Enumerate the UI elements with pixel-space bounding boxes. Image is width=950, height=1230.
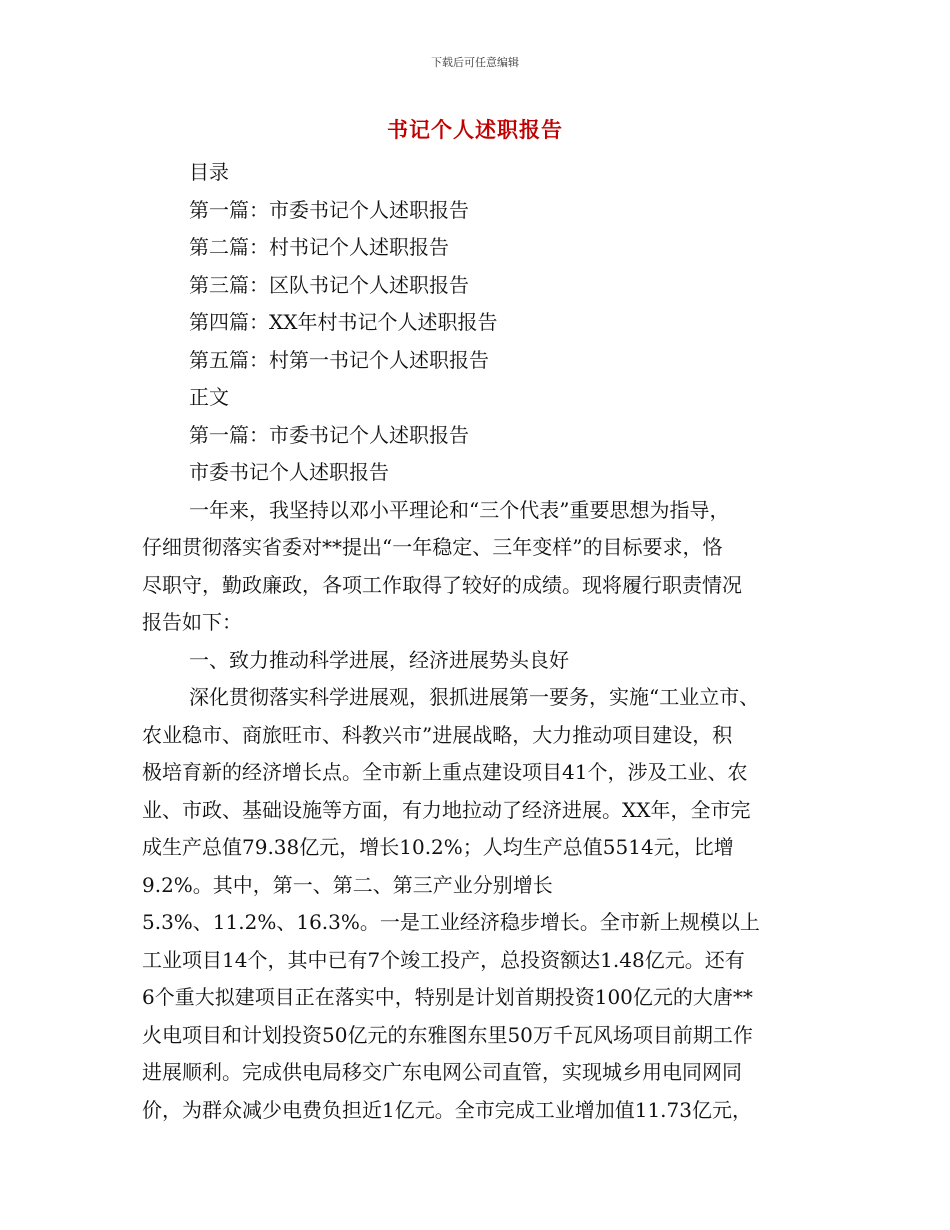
paragraph-line: 价，为群众减少电费负担近1亿元。全市完成工业增加值11.73亿元，	[142, 1097, 752, 1122]
toc-item: 第一篇：市委书记个人述职报告	[189, 197, 469, 222]
paragraph-line: 5.3%、11.2%、16.3%。一是工业经济稳步增长。全市新上规模以上	[142, 910, 760, 934]
paragraph-line: 农业稳市、商旅旺市、科教兴市”进展战略，大力推动项目建设，积	[142, 722, 733, 747]
paragraph-line: 进展顺利。完成供电局移交广东电网公司直管，实现城乡用电同网同	[142, 1060, 742, 1084]
section-heading: 一、致力推动科学进展，经济进展势头良好	[189, 647, 569, 672]
paragraph-line: 成生产总值79.38亿元，增长10.2%；人均生产总值5514元，比增	[142, 835, 734, 859]
paragraph-line: 9.2%。其中，第一、第二、第三产业分别增长	[142, 872, 553, 897]
paragraph-line: 报告如下：	[142, 610, 242, 634]
toc-heading: 目录	[189, 160, 229, 184]
toc-item: 第三篇：区队书记个人述职报告	[189, 272, 469, 297]
article-title: 市委书记个人述职报告	[189, 460, 389, 484]
header-note: 下载后可任意编辑	[431, 56, 519, 69]
paragraph-line: 火电项目和计划投资50亿元的东雅图东里50万千瓦风场项目前期工作	[142, 1022, 753, 1047]
paragraph-line: 6个重大拟建项目正在落实中，特别是计划首期投资100亿元的大唐**	[142, 985, 753, 1009]
document-body	[142, 154, 810, 1129]
toc-item: 第五篇：村第一书记个人述职报告	[189, 347, 489, 372]
toc-item: 第二篇：村书记个人述职报告	[189, 235, 449, 259]
paragraph-line: 一年来，我坚持以邓小平理论和“三个代表”重要思想为指导，	[189, 497, 730, 522]
toc-item: 第四篇：XX年村书记个人述职报告	[189, 310, 498, 334]
paragraph-line: 尽职守，勤政廉政，各项工作取得了较好的成绩。现将履行职责情况	[142, 572, 742, 597]
paragraph-line: 深化贯彻落实科学进展观，狠抓进展第一要务，实施“工业立市、	[189, 685, 760, 709]
article-label: 第一篇：市委书记个人述职报告	[189, 422, 469, 447]
body-heading: 正文	[189, 385, 229, 409]
paragraph-line: 工业项目14个，其中已有7个竣工投产，总投资额达1.48亿元。还有	[142, 947, 745, 972]
paragraph-line: 极培育新的经济增长点。全市新上重点建设项目41个，涉及工业、农	[142, 760, 748, 784]
paragraph-line: 业、市政、基础设施等方面，有力地拉动了经济进展。XX年，全市完	[142, 797, 751, 822]
document-title: 书记个人述职报告	[387, 117, 563, 142]
paragraph-line: 仔细贯彻落实省委对**提出“一年稳定、三年变样”的目标要求，恪	[142, 535, 723, 559]
